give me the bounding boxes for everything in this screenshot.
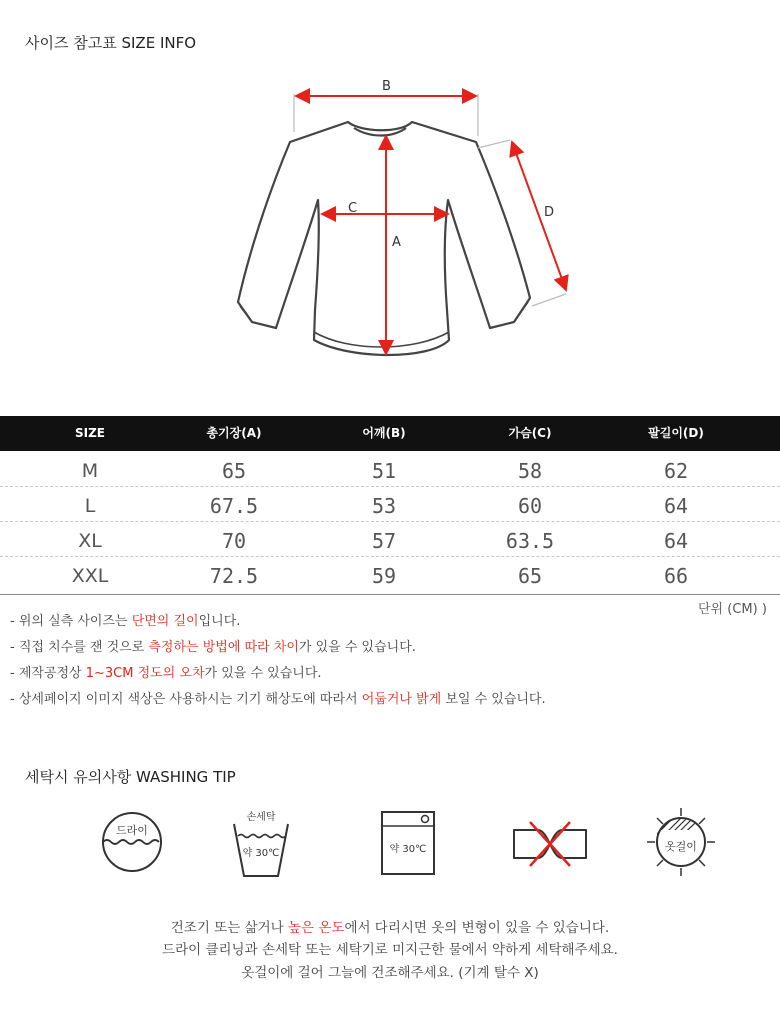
- cell-size: L: [84, 495, 96, 517]
- measure-d-arrow: [512, 142, 566, 290]
- sweater-diagram: [230, 70, 590, 370]
- table-bottom-border: [0, 594, 780, 595]
- cell-size: XL: [78, 530, 102, 552]
- header-shoulder: 어깨(B): [362, 426, 406, 440]
- svg-text:약 30℃: 약 30℃: [389, 844, 427, 855]
- svg-text:손세탁: 손세탁: [246, 812, 276, 823]
- cell-sleeve: 64: [663, 529, 689, 553]
- header-length: 총기장(A): [206, 426, 262, 440]
- note-line: - 상세페이지 이미지 색상은 사용하시는 기기 해상도에 따라서 어둡거나 밝게 보일 수 있습니다.: [10, 692, 546, 707]
- cell-length: 65: [221, 459, 247, 483]
- hang-dry-icon: [645, 806, 717, 878]
- svg-text:약 30℃: 약 30℃: [242, 848, 280, 859]
- cell-chest: 58: [517, 459, 543, 483]
- cell-shoulder: 59: [371, 564, 397, 588]
- cell-chest: 63.5: [505, 529, 555, 553]
- hand-wash-icon: [228, 806, 294, 880]
- header-chest: 가슴(C): [508, 426, 552, 440]
- no-wring-icon: [508, 818, 592, 870]
- cell-length: 70: [221, 529, 247, 553]
- label-d: D: [544, 205, 555, 220]
- label-a: A: [392, 235, 401, 250]
- cell-shoulder: 53: [371, 494, 397, 518]
- table-row: [0, 488, 780, 523]
- cell-size: M: [81, 460, 99, 482]
- header-size: SIZE: [74, 426, 105, 440]
- washing-machine-icon: [380, 810, 436, 876]
- row-divider: [0, 486, 780, 487]
- cell-sleeve: 66: [663, 564, 689, 588]
- washing-note: 건조기 또는 삶거나 높은 온도에서 다리시면 옷의 변형이 있을 수 있습니다.: [170, 920, 610, 936]
- dry-clean-icon: [100, 810, 164, 874]
- cell-length: 67.5: [209, 494, 259, 518]
- note-line: - 위의 실측 사이즈는 단면의 길이입니다.: [10, 614, 241, 629]
- cell-sleeve: 64: [663, 494, 689, 518]
- label-c: C: [348, 201, 358, 216]
- row-divider: [0, 521, 780, 522]
- svg-text:옷걸이: 옷걸이: [665, 840, 697, 853]
- cell-chest: 60: [517, 494, 543, 518]
- cell-chest: 65: [517, 564, 543, 588]
- table-row: [0, 523, 780, 558]
- label-b: B: [382, 79, 391, 94]
- note-line: - 제작공정상 1~3CM 정도의 오차가 있을 수 있습니다.: [10, 666, 322, 681]
- note-line: - 직접 치수를 잰 것으로 측정하는 방법에 따라 차이가 있을 수 있습니다.: [10, 640, 416, 655]
- washing-note: 옷걸이에 걸어 그늘에 건조해주세요. (기계 탈수 X): [241, 965, 539, 981]
- row-divider: [0, 556, 780, 557]
- washing-note: 드라이 클리닝과 손세탁 또는 세탁기로 미지근한 물에서 약하게 세탁해주세요.: [162, 942, 618, 958]
- cell-shoulder: 51: [371, 459, 397, 483]
- size-table-header: [0, 416, 780, 451]
- table-row: [0, 558, 780, 593]
- cell-length: 72.5: [209, 564, 259, 588]
- svg-text:드라이: 드라이: [116, 824, 148, 837]
- size-info-title: 사이즈 참고표 SIZE INFO: [25, 34, 197, 52]
- unit-label: 단위 (CM) ): [698, 602, 767, 617]
- header-sleeve: 팔길이(D): [648, 426, 704, 440]
- cell-shoulder: 57: [371, 529, 397, 553]
- table-row: [0, 453, 780, 488]
- cell-size: XXL: [71, 565, 109, 587]
- washing-tip-title: 세탁시 유의사항 WASHING TIP: [25, 768, 236, 786]
- cell-sleeve: 62: [663, 459, 689, 483]
